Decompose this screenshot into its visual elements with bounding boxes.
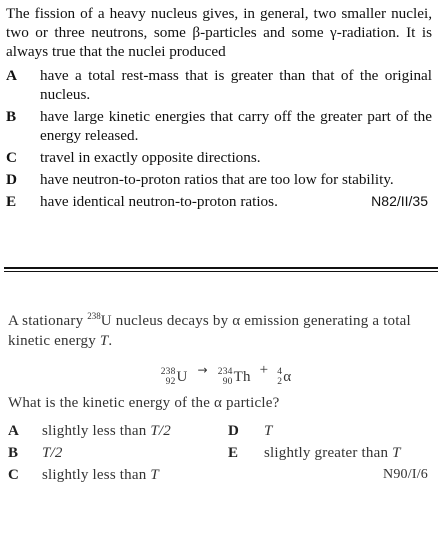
question-code: N82/II/35 bbox=[371, 193, 428, 209]
option-e-row bbox=[40, 192, 432, 211]
divider-thin bbox=[4, 271, 438, 272]
option-b bbox=[6, 107, 432, 145]
nuclide-numbers bbox=[218, 367, 233, 387]
option-c-text bbox=[42, 465, 228, 485]
option-symbol: T/2 bbox=[150, 423, 172, 439]
parent-nuclide bbox=[161, 367, 188, 387]
option-text: travel in exactly opposite directions. bbox=[40, 149, 261, 166]
atomic-number: 90 bbox=[222, 377, 233, 387]
option-text: slightly less than bbox=[42, 423, 151, 439]
option-e bbox=[6, 192, 432, 211]
option-letter: A bbox=[6, 67, 17, 84]
option-d-text: T bbox=[264, 423, 273, 439]
option-text: have neutron-to-proton ratios that are too low for stability. bbox=[40, 171, 394, 188]
question-code: N90/I/6 bbox=[383, 467, 428, 482]
nuclide-numbers bbox=[161, 367, 176, 387]
option-d bbox=[6, 170, 432, 189]
question-2-prompt: What is the kinetic energy of the α particle? bbox=[8, 395, 280, 411]
option-symbol: T bbox=[150, 467, 159, 483]
stem-text: A stationary bbox=[8, 313, 88, 329]
option-letter: C bbox=[8, 467, 20, 483]
options-grid bbox=[8, 421, 434, 485]
alpha-particle bbox=[277, 367, 291, 387]
atomic-number: 92 bbox=[165, 377, 176, 387]
question-2 bbox=[8, 306, 434, 485]
option-text: have a total rest-mass that is greater than that of the original nucleus. bbox=[40, 67, 432, 103]
option-text: slightly greater than bbox=[264, 445, 393, 461]
element-symbol: Th bbox=[233, 369, 251, 385]
option-letter: E bbox=[6, 193, 17, 210]
question-1-stem: The fission of a heavy nucleus gives, in general, two smaller nuclei, two or three neutrons, some β-particles and some γ-radiation. It is always true that the nuclei produced bbox=[6, 5, 432, 60]
option-text: slightly less than bbox=[42, 467, 151, 483]
stem-text: . bbox=[108, 333, 113, 349]
option-letter: B bbox=[8, 445, 19, 461]
question-1 bbox=[6, 4, 432, 214]
option-e-text bbox=[264, 443, 434, 463]
option-letter: D bbox=[228, 423, 240, 439]
option-letter: A bbox=[8, 423, 20, 439]
option-text: have large kinetic energies that carry off the greater part of the energy released. bbox=[40, 108, 432, 144]
decay-equation bbox=[8, 360, 434, 387]
option-c bbox=[6, 148, 432, 167]
atomic-number: 2 bbox=[277, 377, 283, 387]
option-letter: B bbox=[6, 108, 17, 125]
mass-number: 4 bbox=[277, 367, 283, 377]
mass-number-superscript: 238 bbox=[87, 311, 101, 321]
element-symbol: α bbox=[283, 369, 292, 385]
mass-number: 234 bbox=[217, 367, 233, 377]
energy-symbol: T bbox=[99, 333, 109, 349]
arrow-icon: → bbox=[197, 363, 208, 377]
option-symbol: T bbox=[392, 445, 401, 461]
option-a-text bbox=[42, 421, 228, 441]
option-letter: D bbox=[6, 171, 17, 188]
option-text: have identical neutron-to-proton ratios. bbox=[40, 193, 278, 210]
nuclide-numbers bbox=[277, 367, 282, 387]
option-a bbox=[6, 66, 432, 104]
element-symbol: U bbox=[176, 369, 188, 385]
grid-spacer bbox=[228, 465, 264, 485]
daughter-nuclide bbox=[218, 367, 251, 387]
stem-text: U nucleus decays by α emission generating a total kinetic energy bbox=[8, 313, 411, 349]
option-b-text: T/2 bbox=[42, 445, 63, 461]
divider-thick bbox=[4, 267, 438, 269]
plus-sign: + bbox=[259, 362, 269, 378]
option-letter: C bbox=[6, 149, 17, 166]
mass-number: 238 bbox=[160, 367, 176, 377]
question-2-stem bbox=[8, 306, 434, 351]
option-letter: E bbox=[228, 445, 239, 461]
